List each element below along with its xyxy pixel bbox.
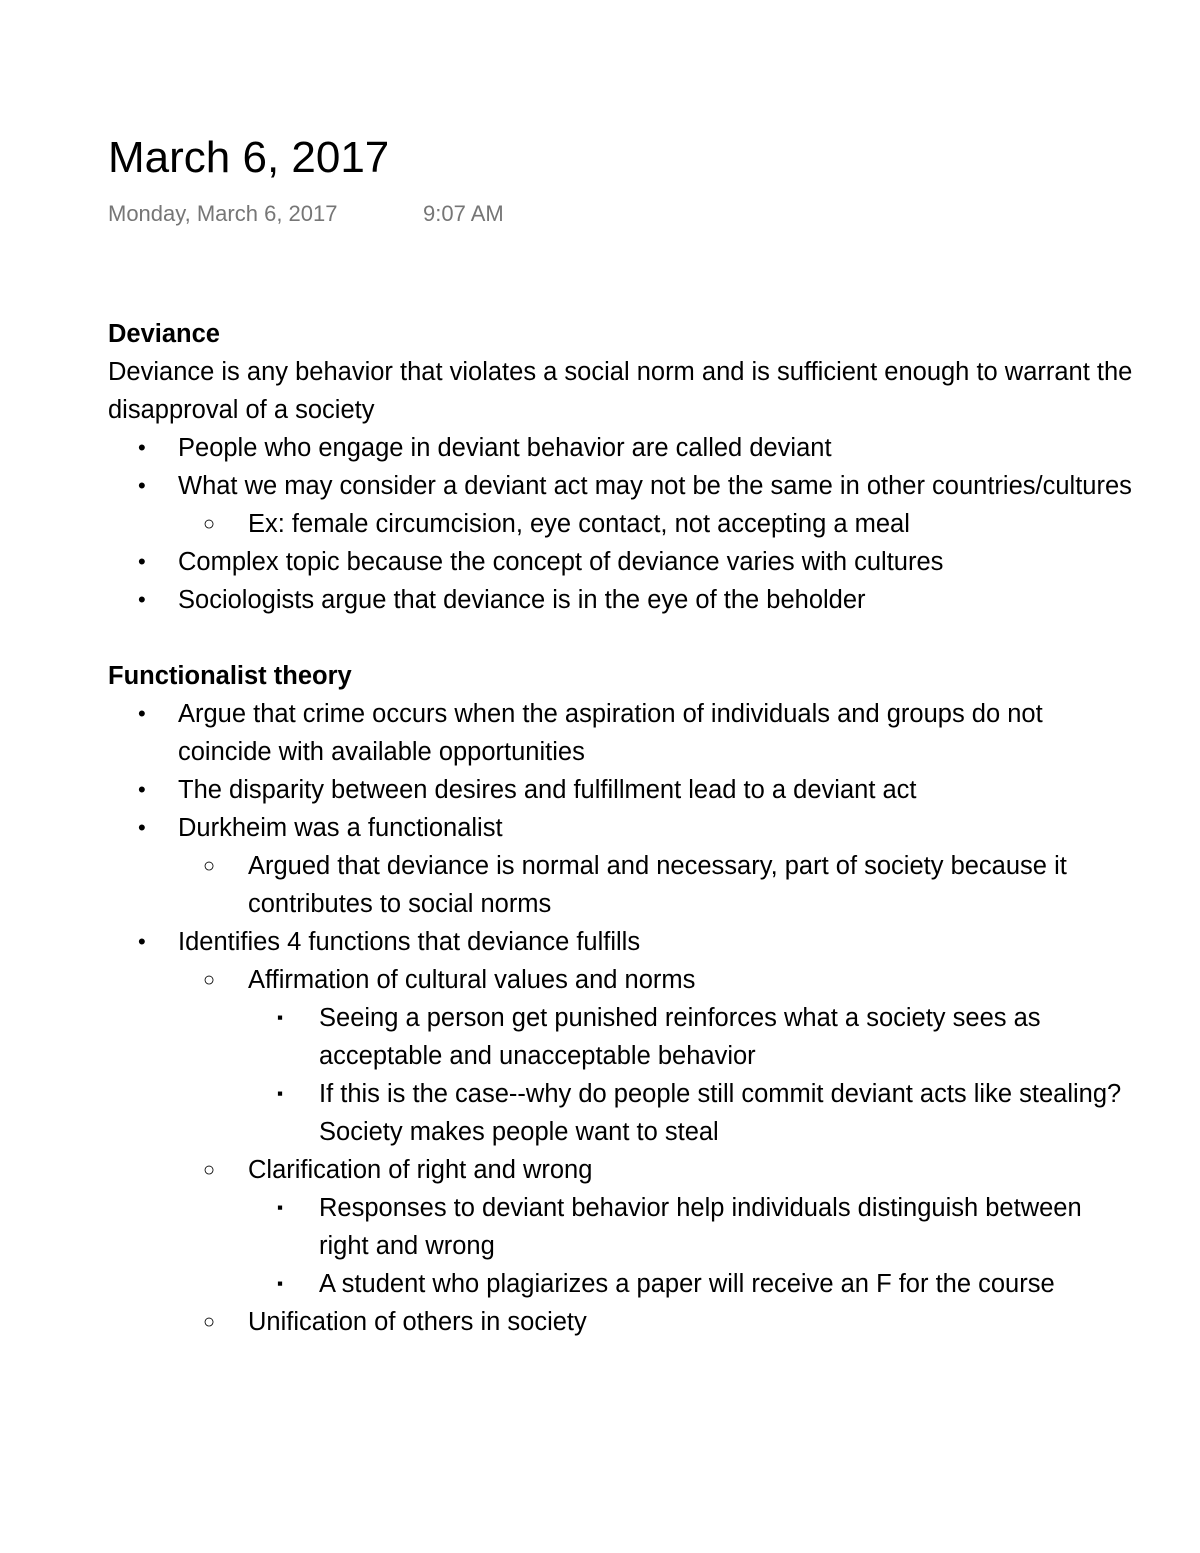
list-item bbox=[108, 923, 1138, 961]
list-item bbox=[108, 695, 1138, 771]
list-item-text: Seeing a person get punished reinforces what a society sees as acceptable and unacceptable behavior bbox=[319, 1004, 1041, 1070]
bullet-square-icon: ▪ bbox=[277, 1198, 284, 1217]
list-item bbox=[108, 1075, 1138, 1151]
list-item-text: Durkheim was a functionalist bbox=[178, 814, 503, 842]
list-item bbox=[108, 1303, 1138, 1341]
list-item bbox=[108, 1189, 1138, 1265]
bullet-dot-icon: • bbox=[138, 549, 146, 574]
bullet-circle-icon: ○ bbox=[203, 969, 216, 991]
list-item bbox=[108, 543, 1138, 581]
list-item-text: If this is the case--why do people still commit deviant acts like stealing? Society makes people want to steal bbox=[319, 1080, 1122, 1146]
list-item-text: What we may consider a deviant act may not be the same in other countries/cultures bbox=[178, 472, 1132, 500]
bullet-dot-icon: • bbox=[138, 929, 146, 954]
list-item-text: Affirmation of cultural values and norms bbox=[248, 966, 696, 994]
page-title: March 6, 2017 bbox=[108, 133, 390, 182]
list-item-text: Identifies 4 functions that deviance fulfills bbox=[178, 928, 641, 956]
section-heading-functionalist-theory: Functionalist theory bbox=[108, 662, 352, 690]
bullet-dot-icon: • bbox=[138, 815, 146, 840]
list-item bbox=[108, 467, 1138, 505]
bullet-dot-icon: • bbox=[138, 701, 146, 726]
list-item bbox=[108, 429, 1138, 467]
list-item-text: The disparity between desires and fulfillment lead to a deviant act bbox=[178, 776, 917, 804]
deviance-definition: Deviance is any behavior that violates a social norm and is sufficient enough to warrant the disapproval of a society bbox=[108, 358, 1133, 424]
list-item bbox=[108, 1265, 1138, 1303]
deviance-bullet-list bbox=[108, 429, 1138, 619]
list-item bbox=[108, 809, 1138, 847]
bullet-square-icon: ▪ bbox=[277, 1008, 284, 1027]
page-time: 9:07 AM bbox=[423, 201, 504, 226]
list-item bbox=[108, 961, 1138, 999]
list-item-text: Sociologists argue that deviance is in the eye of the beholder bbox=[178, 586, 866, 614]
bullet-dot-icon: • bbox=[138, 587, 146, 612]
list-item-text: Argued that deviance is normal and necessary, part of society because it contributes to social norms bbox=[248, 852, 1067, 918]
list-item-text: Complex topic because the concept of deviance varies with cultures bbox=[178, 548, 944, 576]
list-item-text: Clarification of right and wrong bbox=[248, 1156, 593, 1184]
list-item bbox=[108, 581, 1138, 619]
list-item-text: Argue that crime occurs when the aspiration of individuals and groups do not coincide with available opportunities bbox=[178, 700, 1043, 766]
list-item bbox=[108, 999, 1138, 1075]
bullet-circle-icon: ○ bbox=[203, 855, 216, 877]
note-body bbox=[108, 315, 1138, 1341]
bullet-dot-icon: • bbox=[138, 435, 146, 460]
bullet-dot-icon: • bbox=[138, 777, 146, 802]
list-item bbox=[108, 1151, 1138, 1189]
list-item-text: Unification of others in society bbox=[248, 1308, 587, 1336]
list-item-text: People who engage in deviant behavior are called deviant bbox=[178, 434, 832, 462]
bullet-circle-icon: ○ bbox=[203, 1159, 216, 1181]
list-item-text: Ex: female circumcision, eye contact, not accepting a meal bbox=[248, 510, 910, 538]
bullet-circle-icon: ○ bbox=[203, 1311, 216, 1333]
bullet-square-icon: ▪ bbox=[277, 1084, 284, 1103]
section-heading-deviance: Deviance bbox=[108, 320, 220, 348]
list-item bbox=[108, 847, 1138, 923]
bullet-square-icon: ▪ bbox=[277, 1274, 284, 1293]
list-item-text: A student who plagiarizes a paper will receive an F for the course bbox=[319, 1270, 1055, 1298]
bullet-dot-icon: • bbox=[138, 473, 146, 498]
bullet-circle-icon: ○ bbox=[203, 513, 216, 535]
list-item-text: Responses to deviant behavior help individuals distinguish between right and wrong bbox=[319, 1194, 1082, 1260]
list-item bbox=[108, 771, 1138, 809]
functionalist-bullet-list bbox=[108, 695, 1138, 1341]
page-date: Monday, March 6, 2017 bbox=[108, 201, 338, 226]
list-item bbox=[108, 505, 1138, 543]
